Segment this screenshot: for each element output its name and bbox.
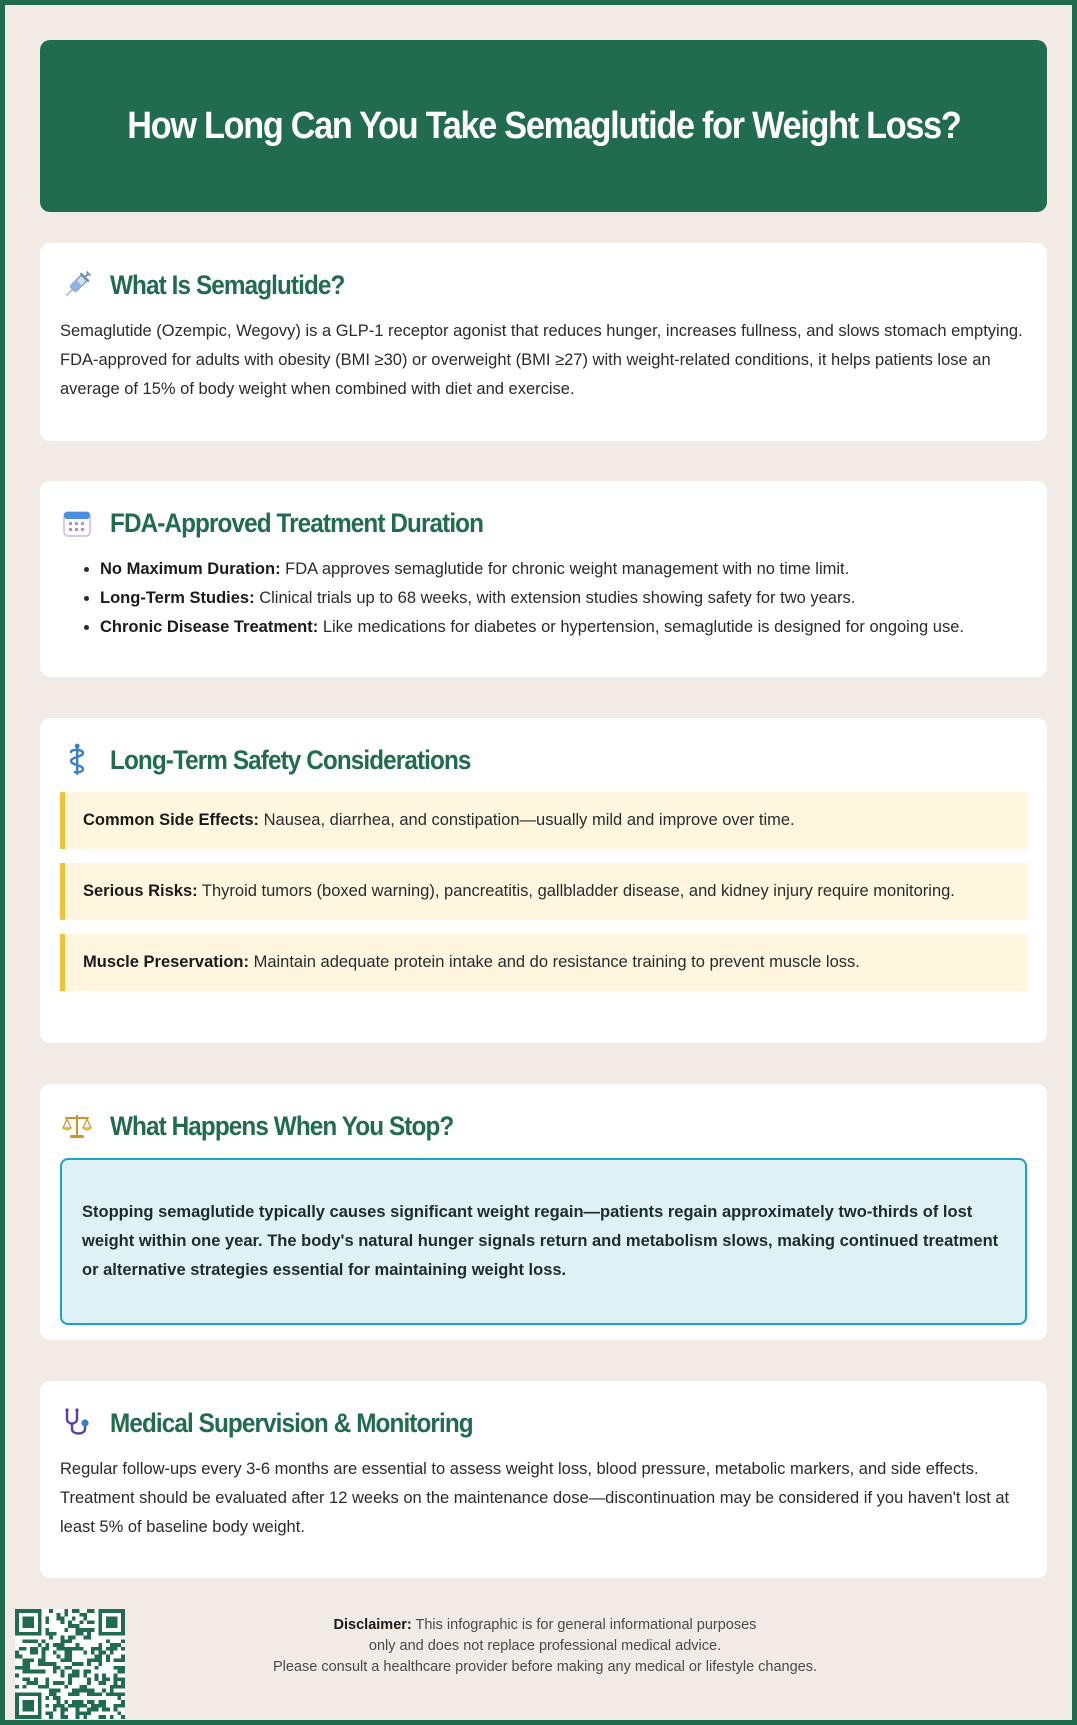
disclaimer-line-1 — [125, 1615, 965, 1636]
disclaimer-text: This infographic is for general informational purposes — [411, 1617, 757, 1633]
item-label: Long-Term Studies: — [100, 589, 255, 607]
item-text: Like medications for diabetes or hypertension, semaglutide is designed for ongoing use. — [318, 618, 964, 636]
card-title: Long-Term Safety Considerations — [110, 744, 471, 775]
warning-callout — [60, 934, 1027, 991]
disclaimer-label: Disclaimer: — [333, 1617, 412, 1633]
highlight-callout: Stopping semaglutide typically causes significant weight regain—patients regain approximately two-thirds of lost weight within one year. The body's natural hunger signals return and metabolism slows, making continued treatment or alternative strategies essential for maintaining weight loss. — [60, 1158, 1027, 1325]
duration-list — [60, 555, 1027, 642]
caduceus-icon — [60, 743, 94, 777]
card-duration — [40, 481, 1047, 677]
card-body: Semaglutide (Ozempic, Wegovy) is a GLP-1 receptor agonist that reduces hunger, increases fullness, and slows stomach emptying. FDA-approved for adults with obesity (BMI ≥30) or overweight (BMI ≥27) with weight-related conditions, it helps patients lose an average of 15% of body weight when combined with diet and exercise. — [60, 322, 1023, 398]
list-item — [100, 555, 1027, 584]
callout-text: Nausea, diarrhea, and constipation—usually mild and improve over time. — [259, 811, 795, 829]
card-safety — [40, 718, 1047, 1043]
item-text: Clinical trials up to 68 weeks, with extension studies showing safety for two years. — [254, 589, 856, 607]
disclaimer — [125, 1615, 965, 1678]
syringe-icon — [60, 268, 94, 302]
qr-code — [15, 1609, 125, 1719]
disclaimer-line-2: only and does not replace professional medical advice. — [368, 1638, 722, 1654]
warning-callout — [60, 792, 1027, 849]
list-item — [100, 613, 1027, 642]
item-label: Chronic Disease Treatment: — [100, 618, 319, 636]
card-header — [60, 1403, 1027, 1443]
card-title: FDA-Approved Treatment Duration — [110, 507, 484, 538]
card-supervision — [40, 1381, 1047, 1578]
callout-label: Serious Risks: — [83, 882, 198, 900]
item-text: FDA approves semaglutide for chronic weight management with no time limit. — [280, 560, 850, 578]
list-item — [100, 584, 1027, 613]
card-title: Medical Supervision & Monitoring — [110, 1407, 473, 1438]
card-header — [60, 265, 1027, 305]
calendar-icon — [60, 506, 94, 540]
scales-icon — [60, 1109, 94, 1143]
card-header — [60, 503, 1027, 543]
card-title: What Happens When You Stop? — [110, 1110, 454, 1141]
card-header — [60, 1106, 1027, 1146]
card-header — [60, 740, 1027, 780]
card-title: What Is Semaglutide? — [110, 269, 345, 300]
callout-label: Common Side Effects: — [83, 811, 260, 829]
title-banner — [40, 40, 1047, 212]
callout-text: Maintain adequate protein intake and do resistance training to prevent muscle loss. — [248, 953, 860, 971]
item-label: No Maximum Duration: — [100, 560, 281, 578]
card-body: Regular follow-ups every 3-6 months are essential to assess weight loss, blood pressure, metabolic markers, and side effects. Treatment should be evaluated after 12 weeks on the maintenance dose—discontinuation may be considered if you haven't lost at least 5% of baseline body weight. — [60, 1460, 1010, 1536]
disclaimer-line-3: Please consult a healthcare provider before making any medical or lifestyle changes. — [272, 1659, 818, 1675]
warning-callout — [60, 863, 1027, 920]
callout-text: Thyroid tumors (boxed warning), pancreatitis, gallbladder disease, and kidney injury require monitoring. — [197, 882, 955, 900]
page-title: How Long Can You Take Semaglutide for Weight Loss? — [126, 104, 961, 147]
card-what-is — [40, 243, 1047, 441]
card-stop — [40, 1084, 1047, 1340]
callout-label: Muscle Preservation: — [83, 953, 249, 971]
stethoscope-icon — [60, 1406, 94, 1440]
